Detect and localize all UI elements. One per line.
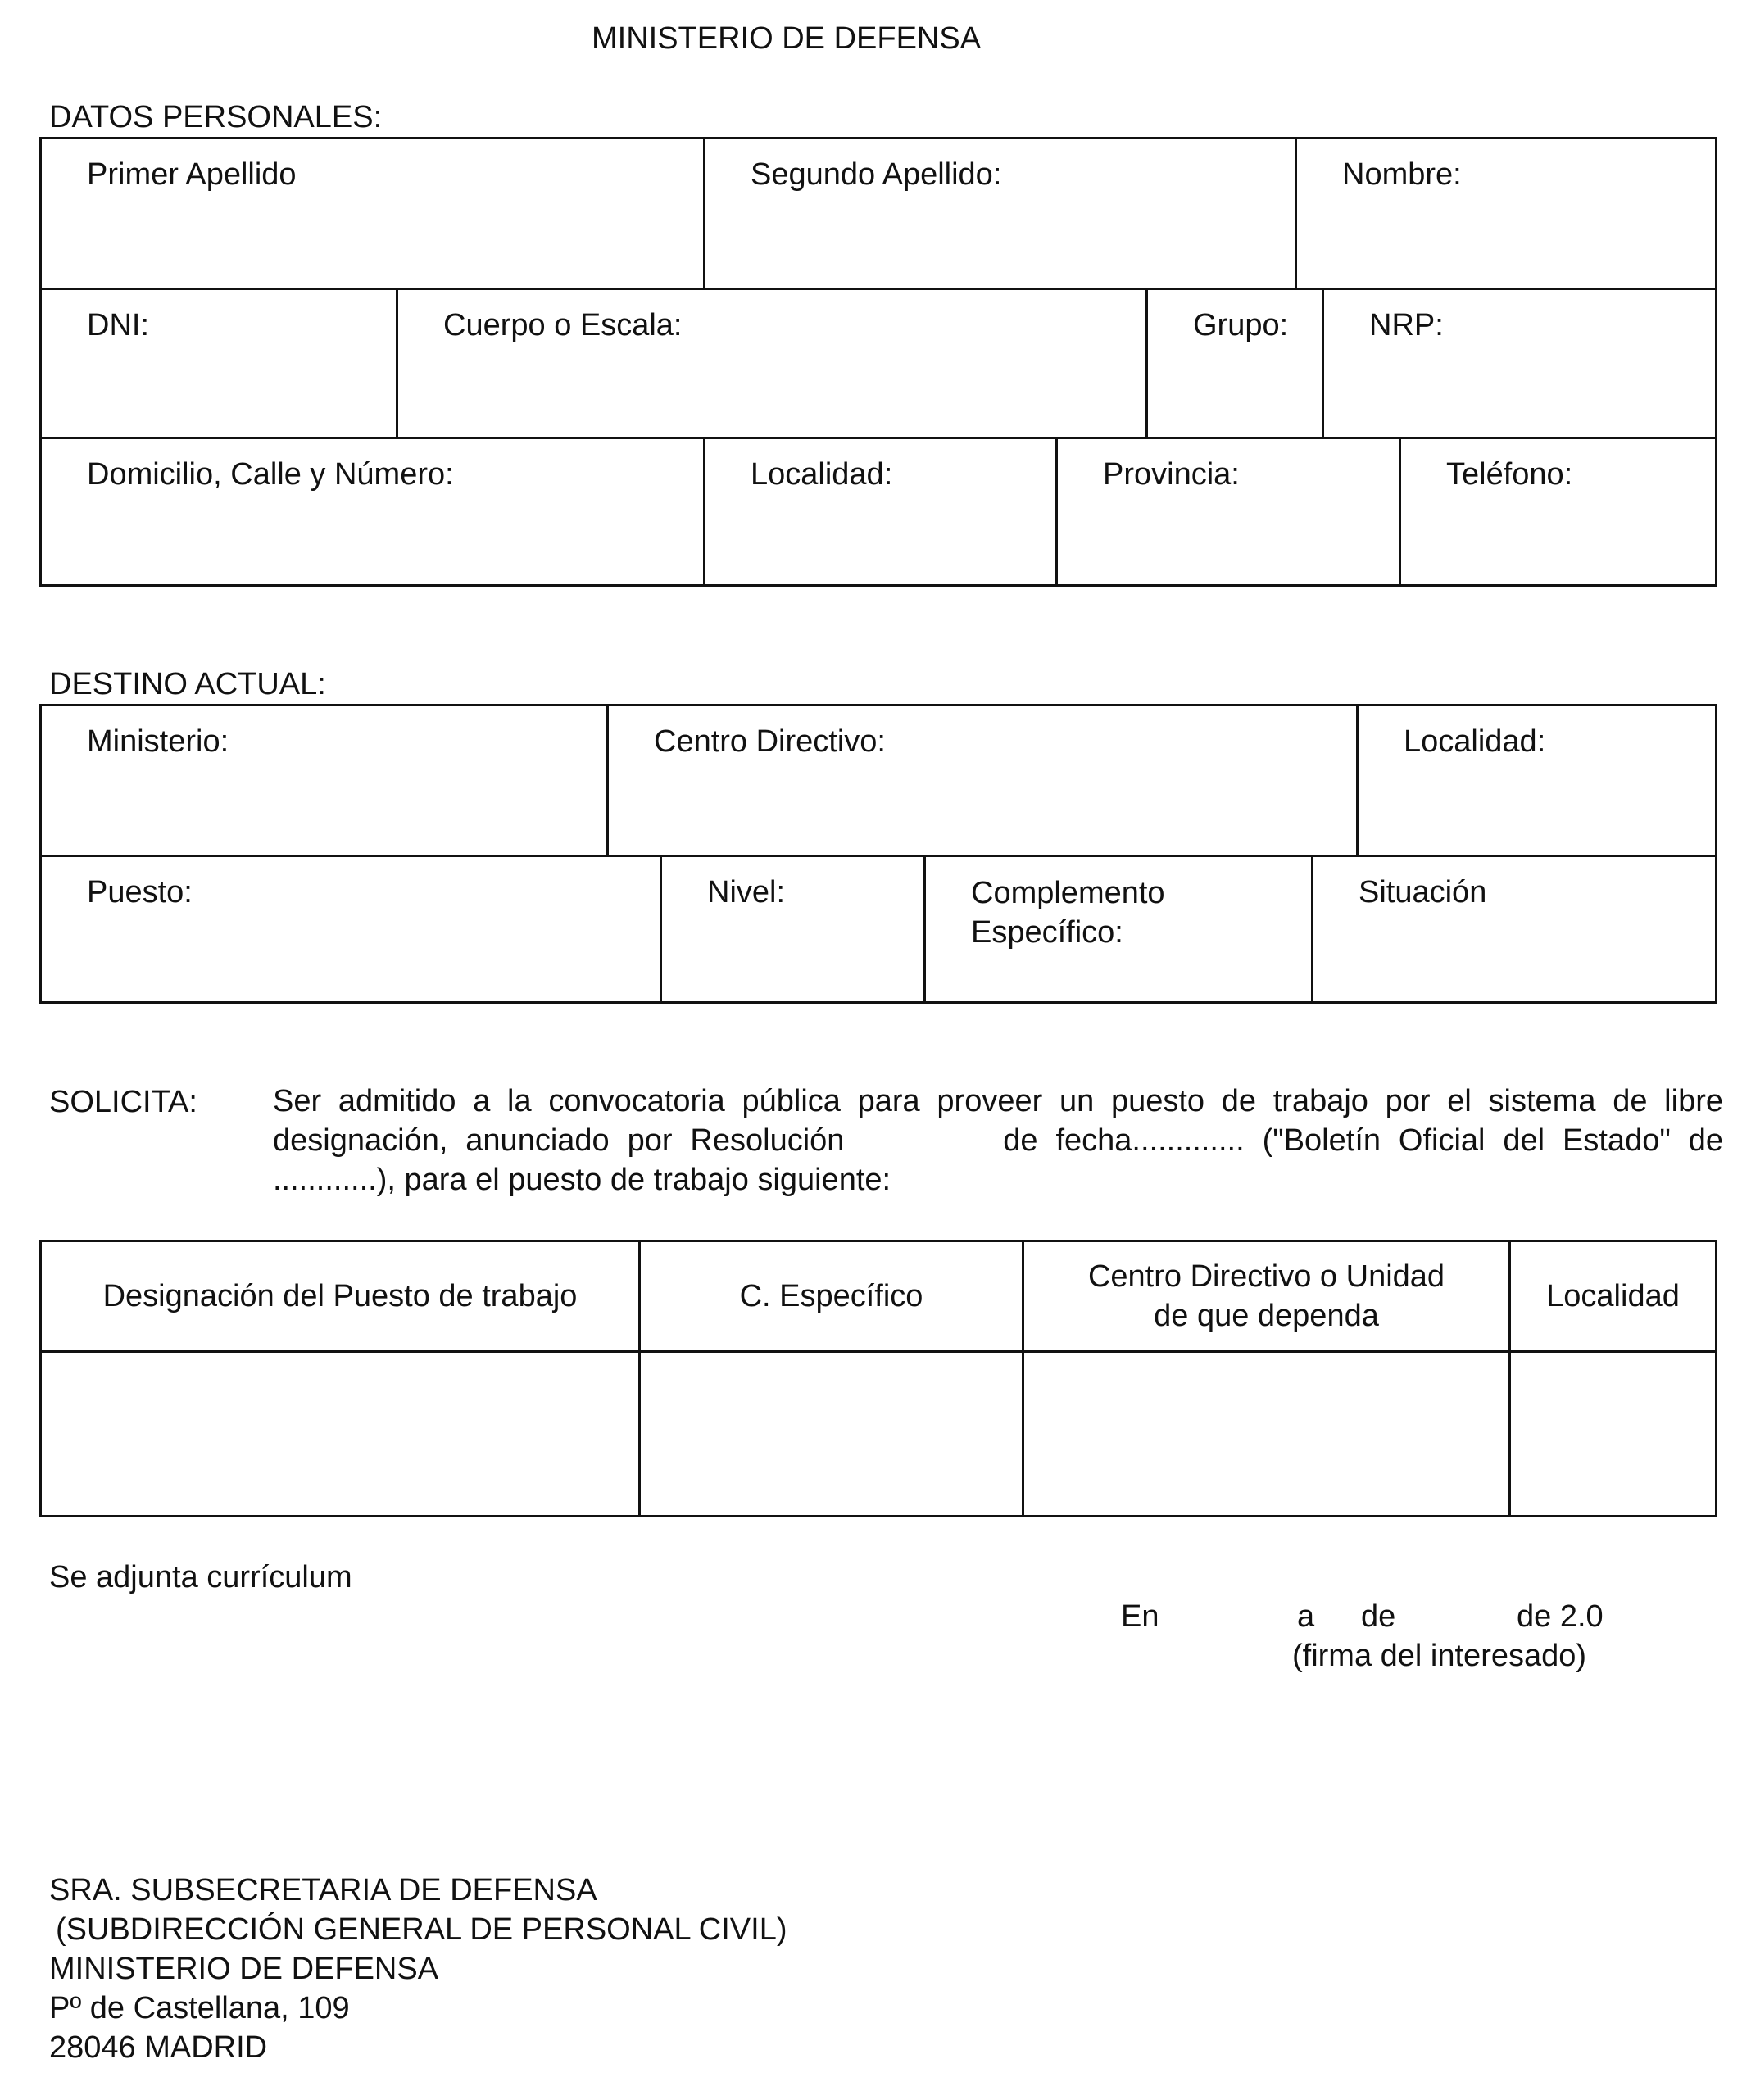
datos-row-3 [42,437,1715,587]
col-header-designacion [42,1242,638,1350]
cell-localidad[interactable] [1508,1353,1715,1517]
field-dni[interactable] [42,290,396,439]
label-localidad-destino: Localidad: [1404,724,1546,759]
col-header-centro-directivo-text: Centro Directivo o Unidad de que dependa [1087,1259,1445,1333]
field-nivel[interactable] [660,857,923,1004]
col-header-c-especifico [638,1242,1022,1350]
col-header-designacion-text: Designación del Puesto de trabajo [102,1279,578,1313]
puesto-header-row [42,1242,1715,1350]
field-ministerio[interactable] [42,706,606,855]
datos-row-2 [42,288,1715,439]
label-ministerio: Ministerio: [87,724,229,759]
firma-nota: (firma del interesado) [1292,1639,1587,1673]
label-provincia: Provincia: [1103,457,1240,492]
field-provincia[interactable] [1055,439,1399,587]
label-grupo: Grupo: [1193,308,1289,342]
solicita-text-part2: de fecha............. ("Boletín Oficial del Estado" de ............), para el puesto de trabajo siguiente: [273,1123,1724,1197]
destino-row-2 [42,855,1715,1004]
solicita-text [273,1082,1723,1200]
field-grupo[interactable] [1145,290,1322,439]
destino-row-1 [42,706,1715,855]
datos-row-1 [42,139,1715,288]
page-title: MINISTERIO DE DEFENSA [592,21,982,56]
cell-c-especifico[interactable] [638,1353,1022,1517]
datos-personales-table [39,137,1717,587]
label-cuerpo-escala: Cuerpo o Escala: [443,308,683,342]
adjunta-curriculum: Se adjunta currículum [49,1560,352,1594]
col-header-c-especifico-text: C. Específico [739,1279,923,1313]
field-telefono[interactable] [1399,439,1715,587]
address-line-2: (SUBDIRECCIÓN GENERAL DE PERSONAL CIVIL) [56,1912,787,1947]
address-line-3: MINISTERIO DE DEFENSA [49,1952,439,1986]
field-nrp[interactable] [1322,290,1715,439]
field-centro-directivo[interactable] [606,706,1356,855]
label-complemento-especifico: Complemento Específico: [971,876,1165,950]
label-nombre: Nombre: [1342,157,1462,192]
label-puesto: Puesto: [87,875,193,909]
field-puesto[interactable] [42,857,660,1004]
field-localidad-destino[interactable] [1356,706,1715,855]
col-header-centro-directivo [1022,1242,1508,1350]
label-centro-directivo: Centro Directivo: [654,724,886,759]
label-dni: DNI: [87,308,149,342]
col-header-localidad [1508,1242,1715,1350]
field-nombre[interactable] [1295,139,1715,288]
field-primer-apellido[interactable] [42,139,703,288]
destino-actual-table [39,704,1717,1004]
field-localidad[interactable] [703,439,1055,587]
field-segundo-apellido[interactable] [703,139,1295,288]
field-situacion[interactable] [1311,857,1715,1004]
field-complemento-especifico[interactable] [923,857,1311,1004]
cell-designacion[interactable] [42,1353,638,1517]
col-header-localidad-text: Localidad [1546,1279,1680,1313]
firma-de-anio: de 2.0 [1517,1599,1604,1634]
firma-a: a [1297,1599,1315,1634]
address-line-4: Pº de Castellana, 109 [49,1991,350,2025]
label-segundo-apellido: Segundo Apellido: [751,157,1002,192]
field-domicilio[interactable] [42,439,703,587]
address-line-5: 28046 MADRID [49,2030,268,2065]
label-localidad: Localidad: [751,457,893,492]
puesto-data-row [42,1350,1715,1517]
puesto-solicitado-table [39,1240,1717,1517]
solicita-label: SOLICITA: [49,1085,197,1119]
field-cuerpo-escala[interactable] [396,290,1145,439]
label-nivel: Nivel: [707,875,786,909]
section-label-destino-actual: DESTINO ACTUAL: [49,667,326,701]
label-domicilio: Domicilio, Calle y Número: [87,457,454,492]
firma-de: de [1361,1599,1396,1634]
label-situacion: Situación [1359,875,1487,909]
solicita-text-part1: Ser admitido a la convocatoria pública para proveer un puesto de trabajo por el sistema de libre designación, anunciado por Resolución [273,1084,1723,1158]
section-label-datos-personales: DATOS PERSONALES: [49,100,383,134]
label-primer-apellido: Primer Apellido [87,157,297,192]
label-nrp: NRP: [1369,308,1444,342]
label-telefono: Teléfono: [1446,457,1573,492]
cell-centro-directivo[interactable] [1022,1353,1508,1517]
address-line-1: SRA. SUBSECRETARIA DE DEFENSA [49,1873,597,1907]
firma-en: En [1121,1599,1159,1634]
